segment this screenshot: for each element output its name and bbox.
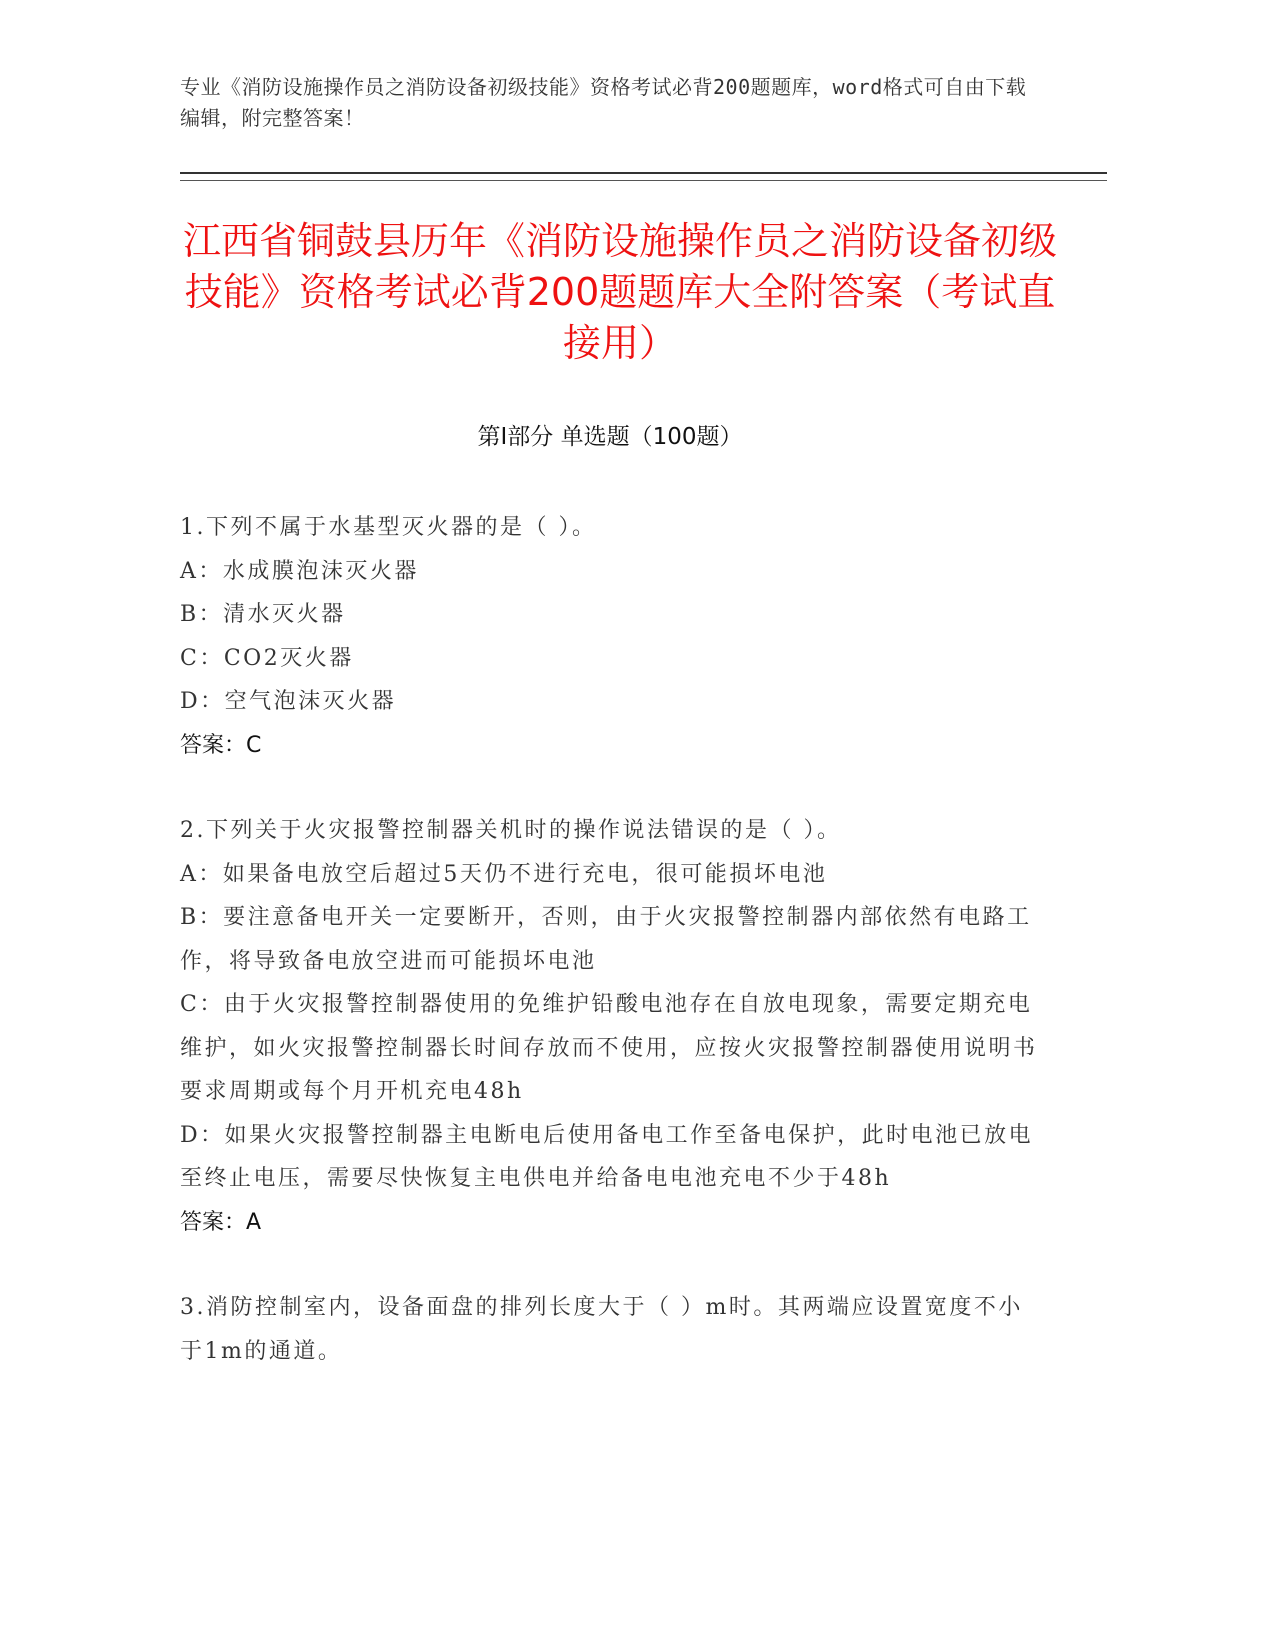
question-stem: 1.下列不属于水基型灭火器的是（ ）。 xyxy=(180,515,597,540)
document-title: 江西省铜鼓县历年《消防设施操作员之消防设备初级技能》资格考试必背200题题库大全附答案（考试直接用） xyxy=(182,219,1057,365)
option-a: A：水成膜泡沫灭火器 xyxy=(180,558,419,584)
option-c: C：由于火灾报警控制器使用的免维护铅酸电池存在自放电现象，需要定期充电维护，如火灾报警控制器长时间存放而不使用，应按火灾报警控制器使用说明书要求周期或每个月开机充电48h xyxy=(180,992,1038,1104)
header-divider-thick xyxy=(180,172,1107,174)
answer-line: 答案：A xyxy=(180,1209,262,1235)
section-heading: 第Ⅰ部分 单选题（100题） xyxy=(477,424,743,450)
header-divider-thin xyxy=(180,180,1107,181)
question-item xyxy=(180,809,1040,1244)
option-b: B：清水灭火器 xyxy=(180,602,346,627)
question-item xyxy=(180,1286,1040,1373)
option-a: A：如果备电放空后超过5天仍不进行充电，很可能损坏电池 xyxy=(180,861,828,887)
question-list xyxy=(180,506,1040,1415)
option-d: D：如果火灾报警控制器主电断电后使用备电工作至备电保护，此时电池已放电至终止电压，需要尽快恢复主电供电并给备电电池充电不少于48h xyxy=(180,1122,1034,1191)
option-d: D：空气泡沫灭火器 xyxy=(180,689,397,714)
answer-line: 答案：C xyxy=(180,732,262,758)
question-item xyxy=(180,506,1040,767)
question-stem: 3.消防控制室内，设备面盘的排列长度大于（ ）m时。其两端应设置宽度不小于1m的通道。 xyxy=(180,1295,1023,1364)
option-b: B：要注意备电开关一定要断开，否则，由于火灾报警控制器内部依然有电路工作，将导致备电放空进而可能损坏电池 xyxy=(180,905,1032,974)
header-note: 专业《消防设施操作员之消防设备初级技能》资格考试必背200题题库，word格式可自由下载编辑，附完整答案！ xyxy=(180,75,1027,130)
option-c: C：CO2灭火器 xyxy=(180,645,354,671)
question-stem: 2.下列关于火灾报警控制器关机时的操作说法错误的是（ ）。 xyxy=(180,818,842,843)
